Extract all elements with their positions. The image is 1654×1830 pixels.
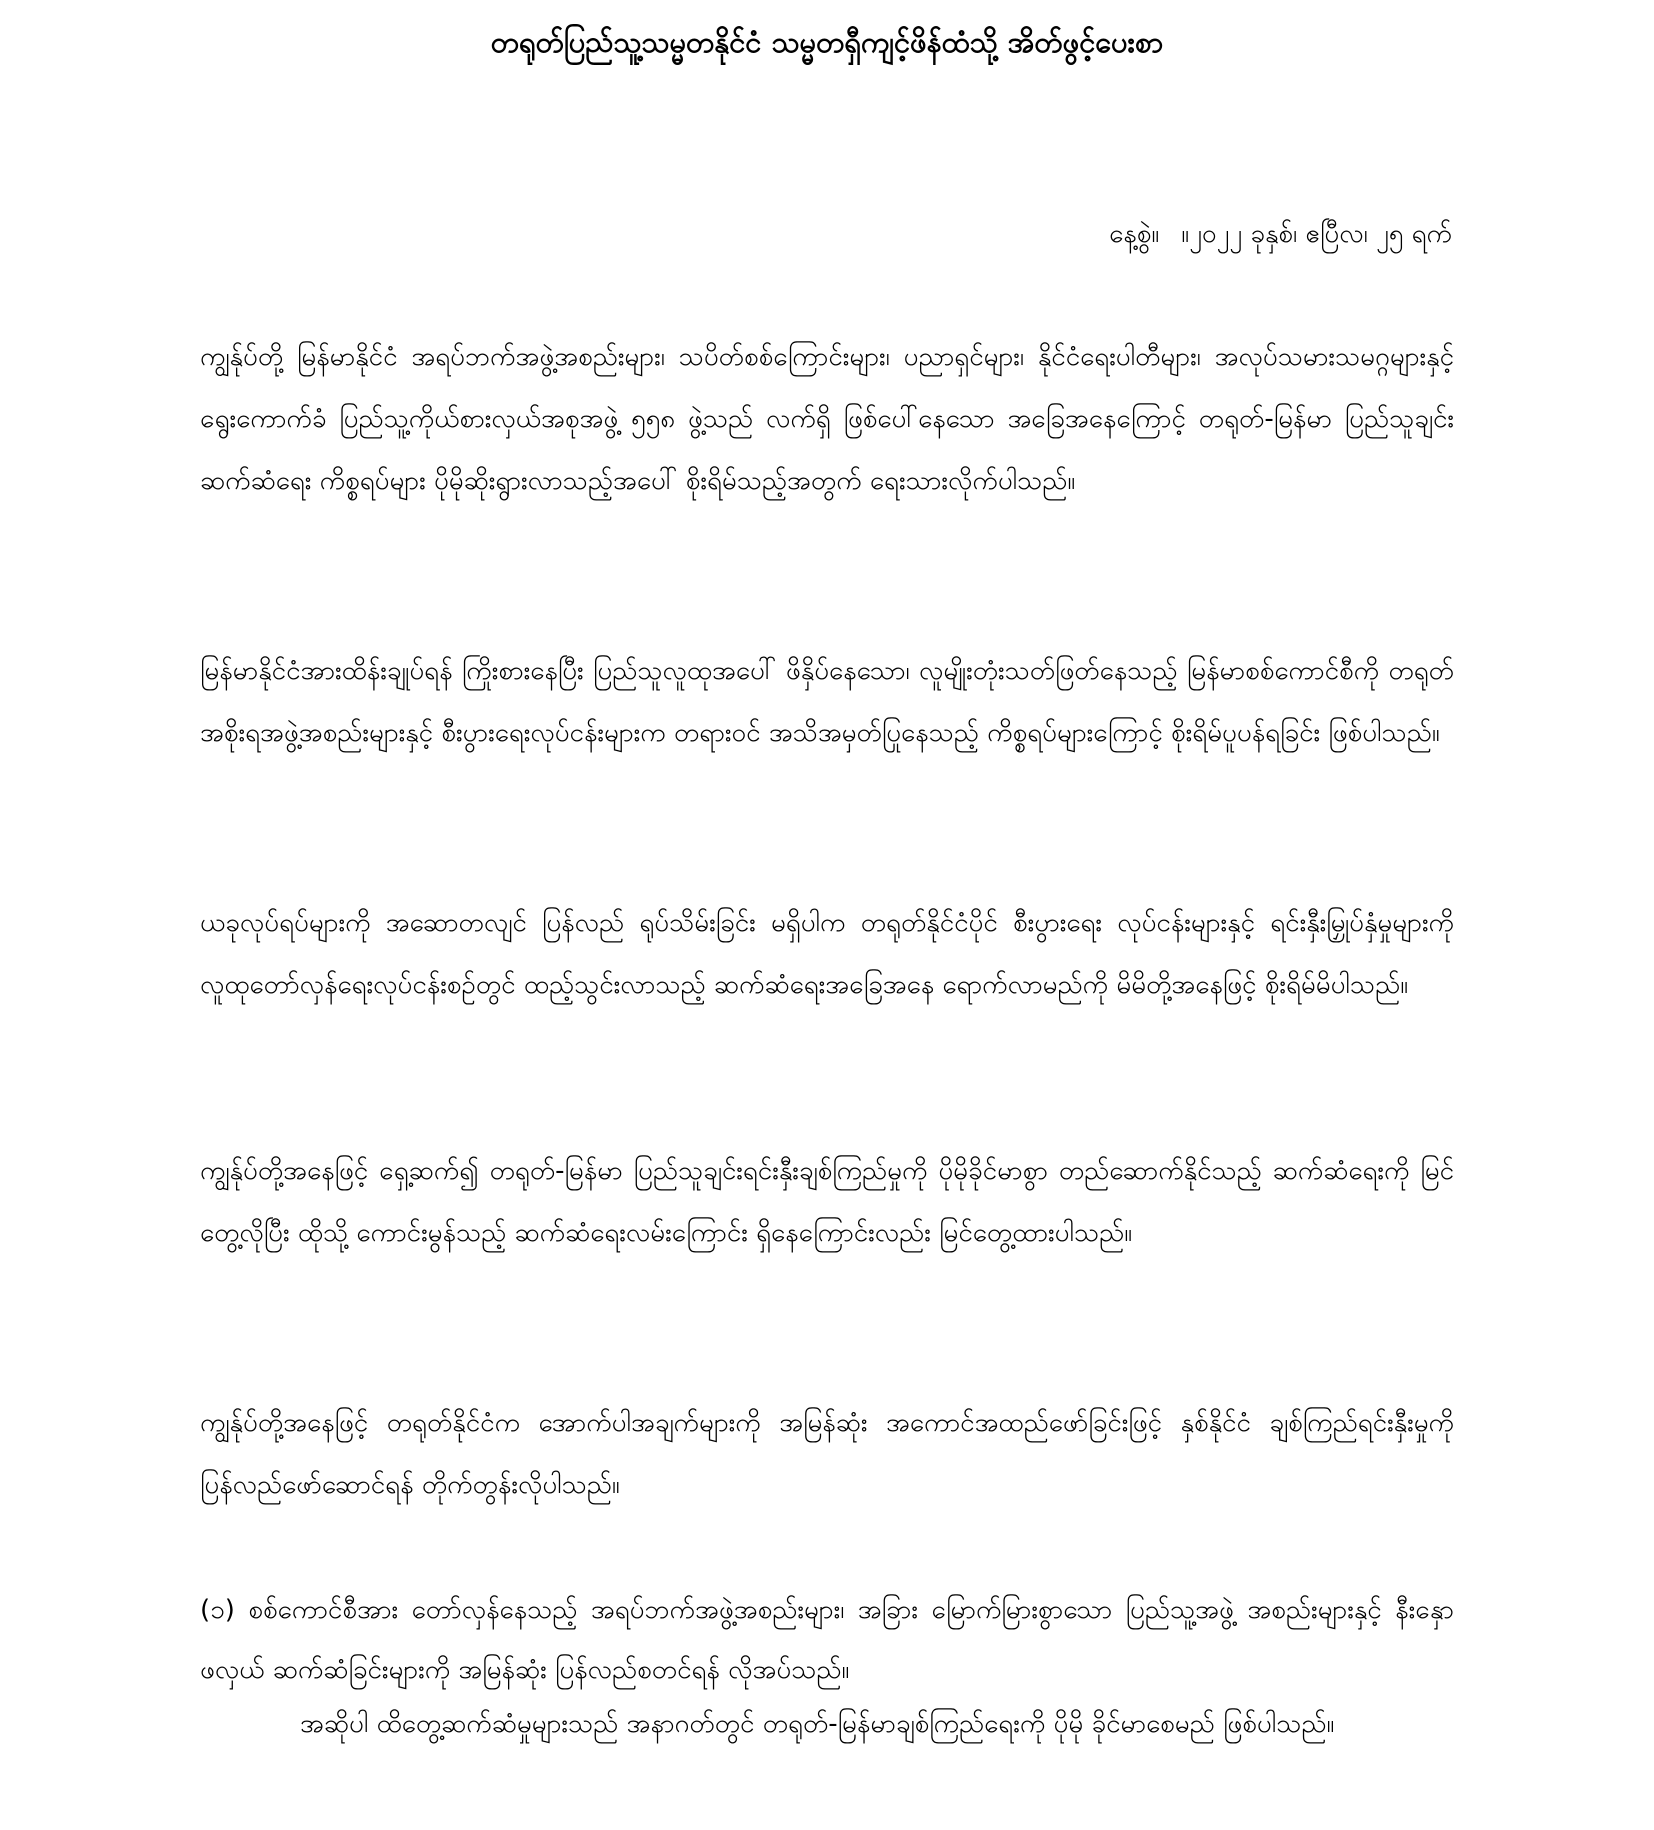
letter-title: တရုတ်ပြည်သူ့သမ္မတနိုင်ငံ သမ္မတရှီကျင့်ဖိန်ထံသို့ အိတ်ဖွင့်ပေးစာ <box>490 25 1164 59</box>
paragraph-4: ကျွန်ုပ်တို့အနေဖြင့် ရှေ့ဆက်၍ တရုတ်-မြန်မာ ပြည်သူချင်းရင်းနှီးချစ်ကြည်မှုကို ပိုမိုခိုင်မာစွာ တည်ဆောက်နိုင်သည့် ဆက်ဆံရေးကို မြင်တွေ့လိုပြီး ထိုသို့ ကောင်းမွန်သည့် ဆက်ဆံရေးလမ်းကြောင်း ရှိနေကြောင်းလည်း မြင်တွေ့ထားပါသည်။ <box>200 1156 1454 1248</box>
paragraph-3: ယခုလုပ်ရပ်များကို အဆောတလျင် ပြန်လည် ရုပ်သိမ်းခြင်း မရှိပါက တရုတ်နိုင်ငံပိုင် စီးပွားရေး လုပ်ငန်းများနှင့် ရင်းနှီးမြှုပ်နှံမှုများကို လူထုတော်လှန်ရေးလုပ်ငန်းစဉ်တွင် ထည့်သွင်းလာသည့် ဆက်ဆံရေးအခြေအနေ ရောက်လာမည်ကို မိမိတို့အနေဖြင့် စိုးရိမ်မိပါသည်။ <box>200 908 1454 1000</box>
letter-date <box>1109 206 1452 262</box>
date-value: ။၂၀၂၂ ခုနှစ်၊ ဧပြီလ၊ ၂၅ ရက် <box>1181 219 1452 249</box>
demand-item-1-note: အဆိုပါ ထိတွေ့ဆက်ဆံမှုများသည် အနာဂတ်တွင် တရုတ်-မြန်မာချစ်ကြည်ရေးကို ပိုမို ခိုင်မာစေမည် ဖြစ်ပါသည်။ <box>300 1709 1335 1739</box>
date-label: နေ့စွဲ။ <box>1109 219 1160 249</box>
demand-item-1: (၁) စစ်ကောင်စီအား တော်လှန်နေသည့် အရပ်ဘက်အဖွဲ့အစည်းများ၊ အခြား မြောက်မြားစွာသော ပြည်သူ့အဖွဲ့ အစည်းများနှင့် နီးနှောဖလှယ် ဆက်ဆံခြင်းများကို အမြန်ဆုံး ပြန်လည်စတင်ရန် လိုအပ်သည်။ <box>200 1595 1454 1685</box>
paragraph-1: ကျွန်ုပ်တို့ မြန်မာနိုင်ငံ အရပ်ဘက်အဖွဲ့အစည်းများ၊ သပိတ်စစ်ကြောင်းများ၊ ပညာရှင်များ၊ နိုင်ငံရေးပါတီများ၊ အလုပ်သမားသမဂ္ဂများနှင့် ရွေးကောက်ခံ ပြည်သူ့ကိုယ်စားလှယ်အစုအဖွဲ့ ၅၅၈ ဖွဲ့သည် လက်ရှိ ဖြစ်ပေါ်နေသော အခြေအနေကြောင့် တရုတ်-မြန်မာ ပြည်သူချင်းဆက်ဆံရေး ကိစ္စရပ်များ ပိုမိုဆိုးရွားလာသည့်အပေါ် စိုးရိမ်သည့်အတွက် ရေးသားလိုက်ပါသည်။ <box>200 342 1454 496</box>
paragraph-5: ကျွန်ုပ်တို့အနေဖြင့် တရုတ်နိုင်ငံက အောက်ပါအချက်များကို အမြန်ဆုံး အကောင်အထည်ဖော်ခြင်းဖြင့် နှစ်နိုင်ငံ ချစ်ကြည်ရင်းနှီးမှုကို ပြန်လည်ဖော်ဆောင်ရန် တိုက်တွန်းလိုပါသည်။ <box>200 1408 1454 1500</box>
paragraph-2: မြန်မာနိုင်ငံအားထိန်းချုပ်ရန် ကြိုးစားနေပြီး ပြည်သူလူထုအပေါ် ဖိနှိပ်နေသော၊ လူမျိုးတုံးသတ်ဖြတ်နေသည့် မြန်မာစစ်ကောင်စီကို တရုတ်အစိုးရအဖွဲ့အစည်းများနှင့် စီးပွားရေးလုပ်ငန်းများက တရားဝင် အသိအမှတ်ပြုနေသည့် ကိစ္စရပ်များကြောင့် စိုးရိမ်ပူပန်ရခြင်း ဖြစ်ပါသည်။ <box>200 656 1454 748</box>
